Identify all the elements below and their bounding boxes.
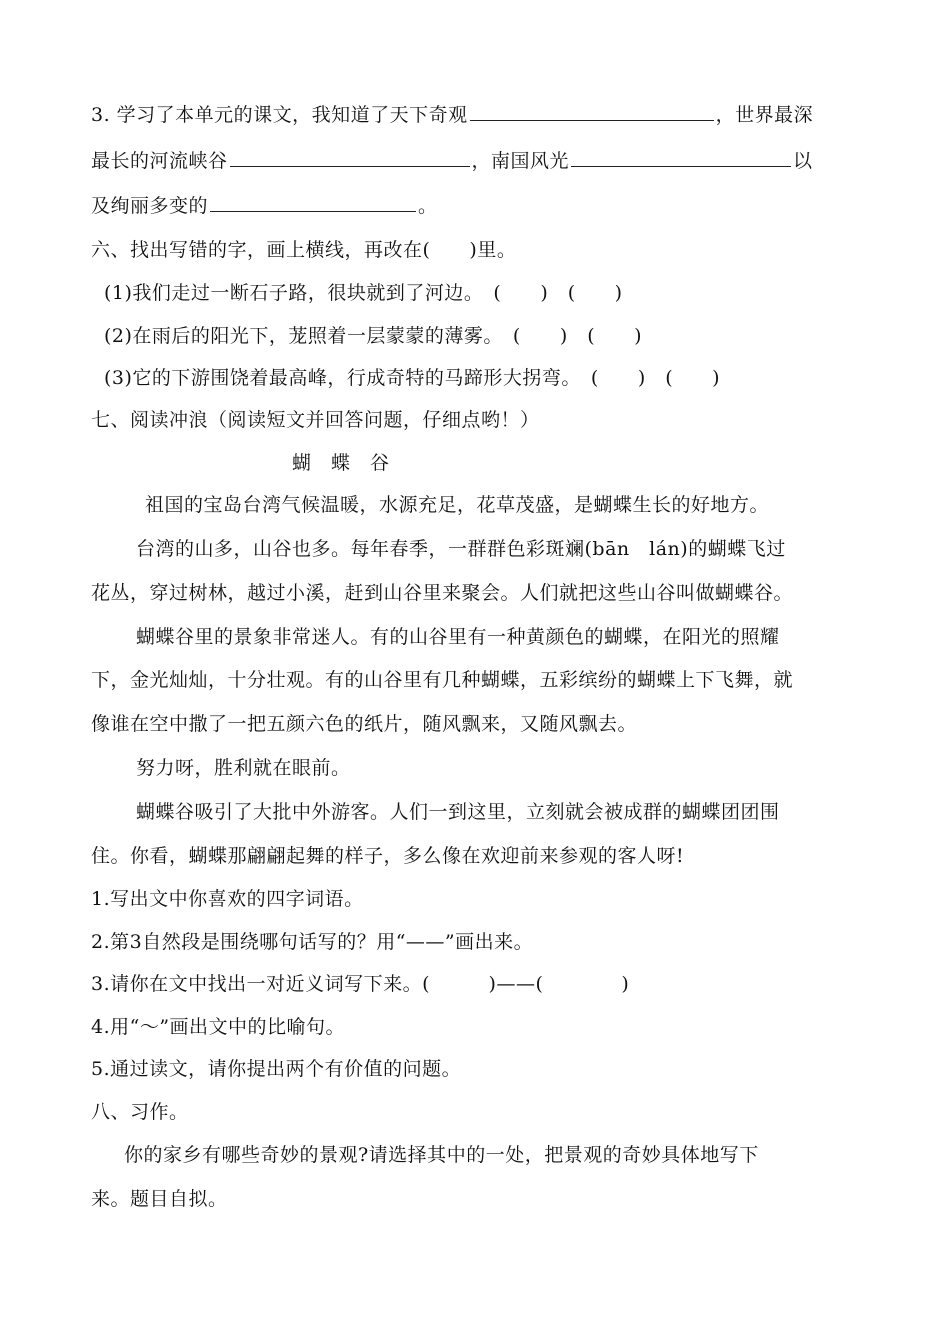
- passage-title: 蝴蝶谷: [292, 452, 410, 474]
- q3-text-6: 及绚丽多变的: [91, 195, 209, 217]
- q3-text-3: 最长的河流峡谷: [91, 150, 228, 172]
- q3-line-2: [91, 146, 813, 173]
- passage-line-6: 像谁在空中撒了一把五颜六色的纸片，随风飘来，又随风飘去。: [91, 713, 638, 735]
- section6-heading: 六、找出写错的字，画上横线，再改在( )里。: [91, 239, 517, 261]
- q3-text-5: 以: [793, 150, 813, 172]
- passage-line-5: 下，金光灿灿，十分壮观。有的山谷里有几种蝴蝶，五彩缤纷的蝴蝶上下飞舞，就: [91, 669, 794, 691]
- question-5: 5.通过读文，请你提出两个有价值的问题。: [91, 1058, 462, 1080]
- passage-line-7: 努力呀，胜利就在眼前。: [136, 757, 351, 779]
- q3-text-4: ，南国风光: [471, 150, 570, 172]
- question-4: 4.用“～”画出文中的比喻句。: [91, 1016, 346, 1038]
- question-1: 1.写出文中你喜欢的四字词语。: [91, 888, 364, 910]
- passage-line-2: 台湾的山多，山谷也多。每年春季，一群群色彩斑斓(bān lán)的蝴蝶飞过: [136, 538, 786, 560]
- section6-item-2: (2)在雨后的阳光下，茏照着一层蒙蒙的薄雾。 ( ) ( ): [104, 325, 643, 347]
- q3-line-1: [91, 100, 813, 127]
- section6-item-1: (1)我们走过一断石子路，很块就到了河边。 ( ) ( ): [104, 282, 623, 304]
- answer-blank-2[interactable]: [230, 148, 470, 167]
- section6-item-3: (3)它的下游围饶着最高峰，行成奇特的马蹄形大拐弯。 ( ) ( ): [104, 367, 721, 389]
- q3-text-1: 3. 学习了本单元的课文，我知道了天下奇观: [91, 104, 468, 126]
- answer-blank-3[interactable]: [571, 148, 791, 167]
- answer-blank-1[interactable]: [470, 102, 714, 121]
- essay-prompt-line-2: 来。题目自拟。: [91, 1188, 228, 1210]
- question-3: 3.请你在文中找出一对近义词写下来。( )——( ): [91, 973, 630, 995]
- question-2: 2.第3自然段是围绕哪句话写的？用“——”画出来。: [91, 931, 534, 953]
- passage-line-3: 花丛，穿过树林，越过小溪，赶到山谷里来聚会。人们就把这些山谷叫做蝴蝶谷。: [91, 582, 794, 604]
- q3-text-7: 。: [418, 195, 438, 217]
- passage-line-4: 蝴蝶谷里的景象非常迷人。有的山谷里有一种黄颜色的蝴蝶，在阳光的照耀: [136, 626, 780, 648]
- q3-line-3: [91, 191, 438, 218]
- section7-heading: 七、阅读冲浪（阅读短文并回答问题，仔细点哟！）: [91, 409, 540, 431]
- essay-prompt-line-1: 你的家乡有哪些奇妙的景观?请选择其中的一处，把景观的奇妙具体地写下: [124, 1144, 759, 1166]
- section8-heading: 八、习作。: [91, 1101, 189, 1123]
- passage-line-1: 祖国的宝岛台湾气候温暖，水源充足，花草茂盛，是蝴蝶生长的好地方。: [145, 494, 770, 516]
- answer-blank-4[interactable]: [210, 193, 416, 212]
- passage-line-9: 住。你看，蝴蝶那翩翩起舞的样子，多么像在欢迎前来参观的客人呀!: [91, 845, 685, 867]
- passage-line-8: 蝴蝶谷吸引了大批中外游客。人们一到这里，立刻就会被成群的蝴蝶团团围: [136, 801, 780, 823]
- q3-text-2: ，世界最深: [715, 104, 814, 126]
